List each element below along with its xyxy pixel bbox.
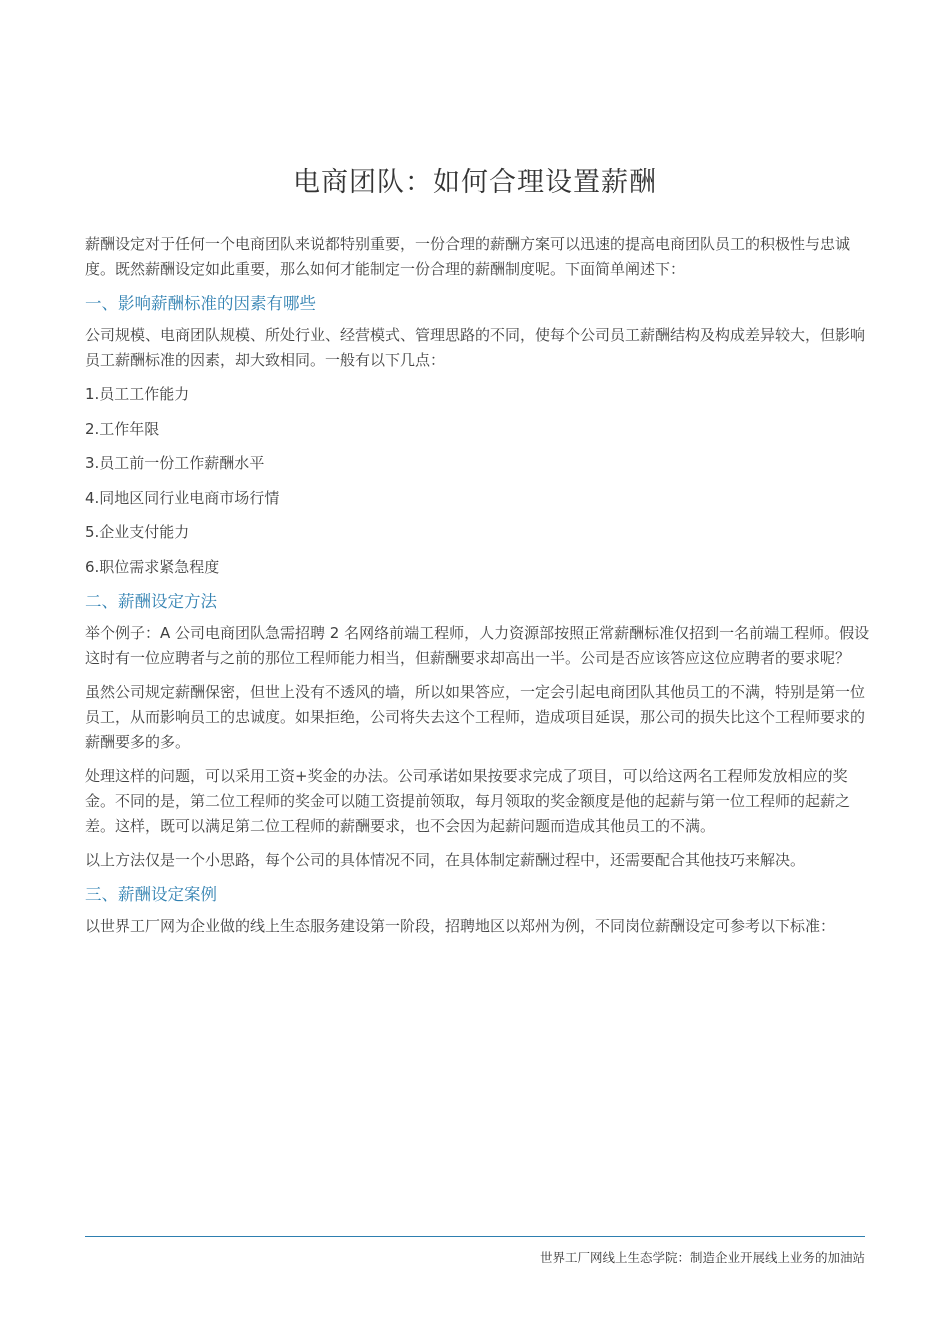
list-item: 1.员工工作能力 xyxy=(85,385,190,403)
footer-tagline: 世界工厂网线上生态学院：制造企业开展线上业务的加油站 xyxy=(539,1250,865,1265)
list-item: 4.同地区同行业电商市场行情 xyxy=(85,488,280,507)
page-title: 电商团队：如何合理设置薪酬 xyxy=(293,167,657,198)
list-item: 6.职位需求紧急程度 xyxy=(85,557,220,576)
footer-divider xyxy=(85,1236,865,1237)
list-item: 3.员工前一份工作薪酬水平 xyxy=(85,454,265,472)
methods-paragraph: 以上方法仅是一个小思路，每个公司的具体情况不同，在具体制定薪酬过程中，还需要配合其他技巧来解决。 xyxy=(85,851,806,869)
intro-paragraph: 薪酬设定对于任何一个电商团队来说都特别重要，一份合理的薪酬方案可以迅速的提高电商团队员工的积极性与忠诚度。既然薪酬设定如此重要，那么如何才能制定一份合理的薪酬制度呢。下面简单阐述下： xyxy=(85,235,851,278)
list-item: 2.工作年限 xyxy=(85,419,160,438)
methods-paragraph: 虽然公司规定薪酬保密，但世上没有不透风的墙，所以如果答应，一定会引起电商团队其他员工的不满，特别是第一位员工，从而影响员工的忠诚度。如果拒绝，公司将失去这个工程师，造成项目延误，那公司的损失比这个工程师要求的薪酬要多的多。 xyxy=(85,683,866,751)
factors-paragraph: 公司规模、电商团队规模、所处行业、经营模式、管理思路的不同，使每个公司员工薪酬结构及构成差异较大，但影响员工薪酬标准的因素，却大致相同。一般有以下几点： xyxy=(85,326,866,369)
methods-paragraph: 处理这样的问题，可以采用工资+奖金的办法。公司承诺如果按要求完成了项目，可以给这两名工程师发放相应的奖金。不同的是，第二位工程师的奖金可以随工资提前领取，每月领取的奖金额度是他的起薪与第一位工程师的起薪之差。这样，既可以满足第二位工程师的薪酬要求，也不会因为起薪问题而造成其他员工的不满。 xyxy=(85,767,851,835)
document-body xyxy=(85,232,875,948)
cases-paragraph: 以世界工厂网为企业做的线上生态服务建设第一阶段，招聘地区以郑州为例，不同岗位薪酬设定可参考以下标准： xyxy=(85,917,836,935)
list-item: 5.企业支付能力 xyxy=(85,523,190,541)
section-heading-factors: 一、影响薪酬标准的因素有哪些 xyxy=(85,294,316,313)
section-heading-cases: 三、薪酬设定案例 xyxy=(85,885,217,904)
methods-paragraph: 举个例子：A 公司电商团队急需招聘 2 名网络前端工程师，人力资源部按照正常薪酬标准仅招到一名前端工程师。假设这时有一位应聘者与之前的那位工程师能力相当，但薪酬要求却高出一半。公司是否应该答应这位应聘者的要求呢？ xyxy=(85,624,870,667)
section-heading-methods: 二、薪酬设定方法 xyxy=(85,592,217,611)
